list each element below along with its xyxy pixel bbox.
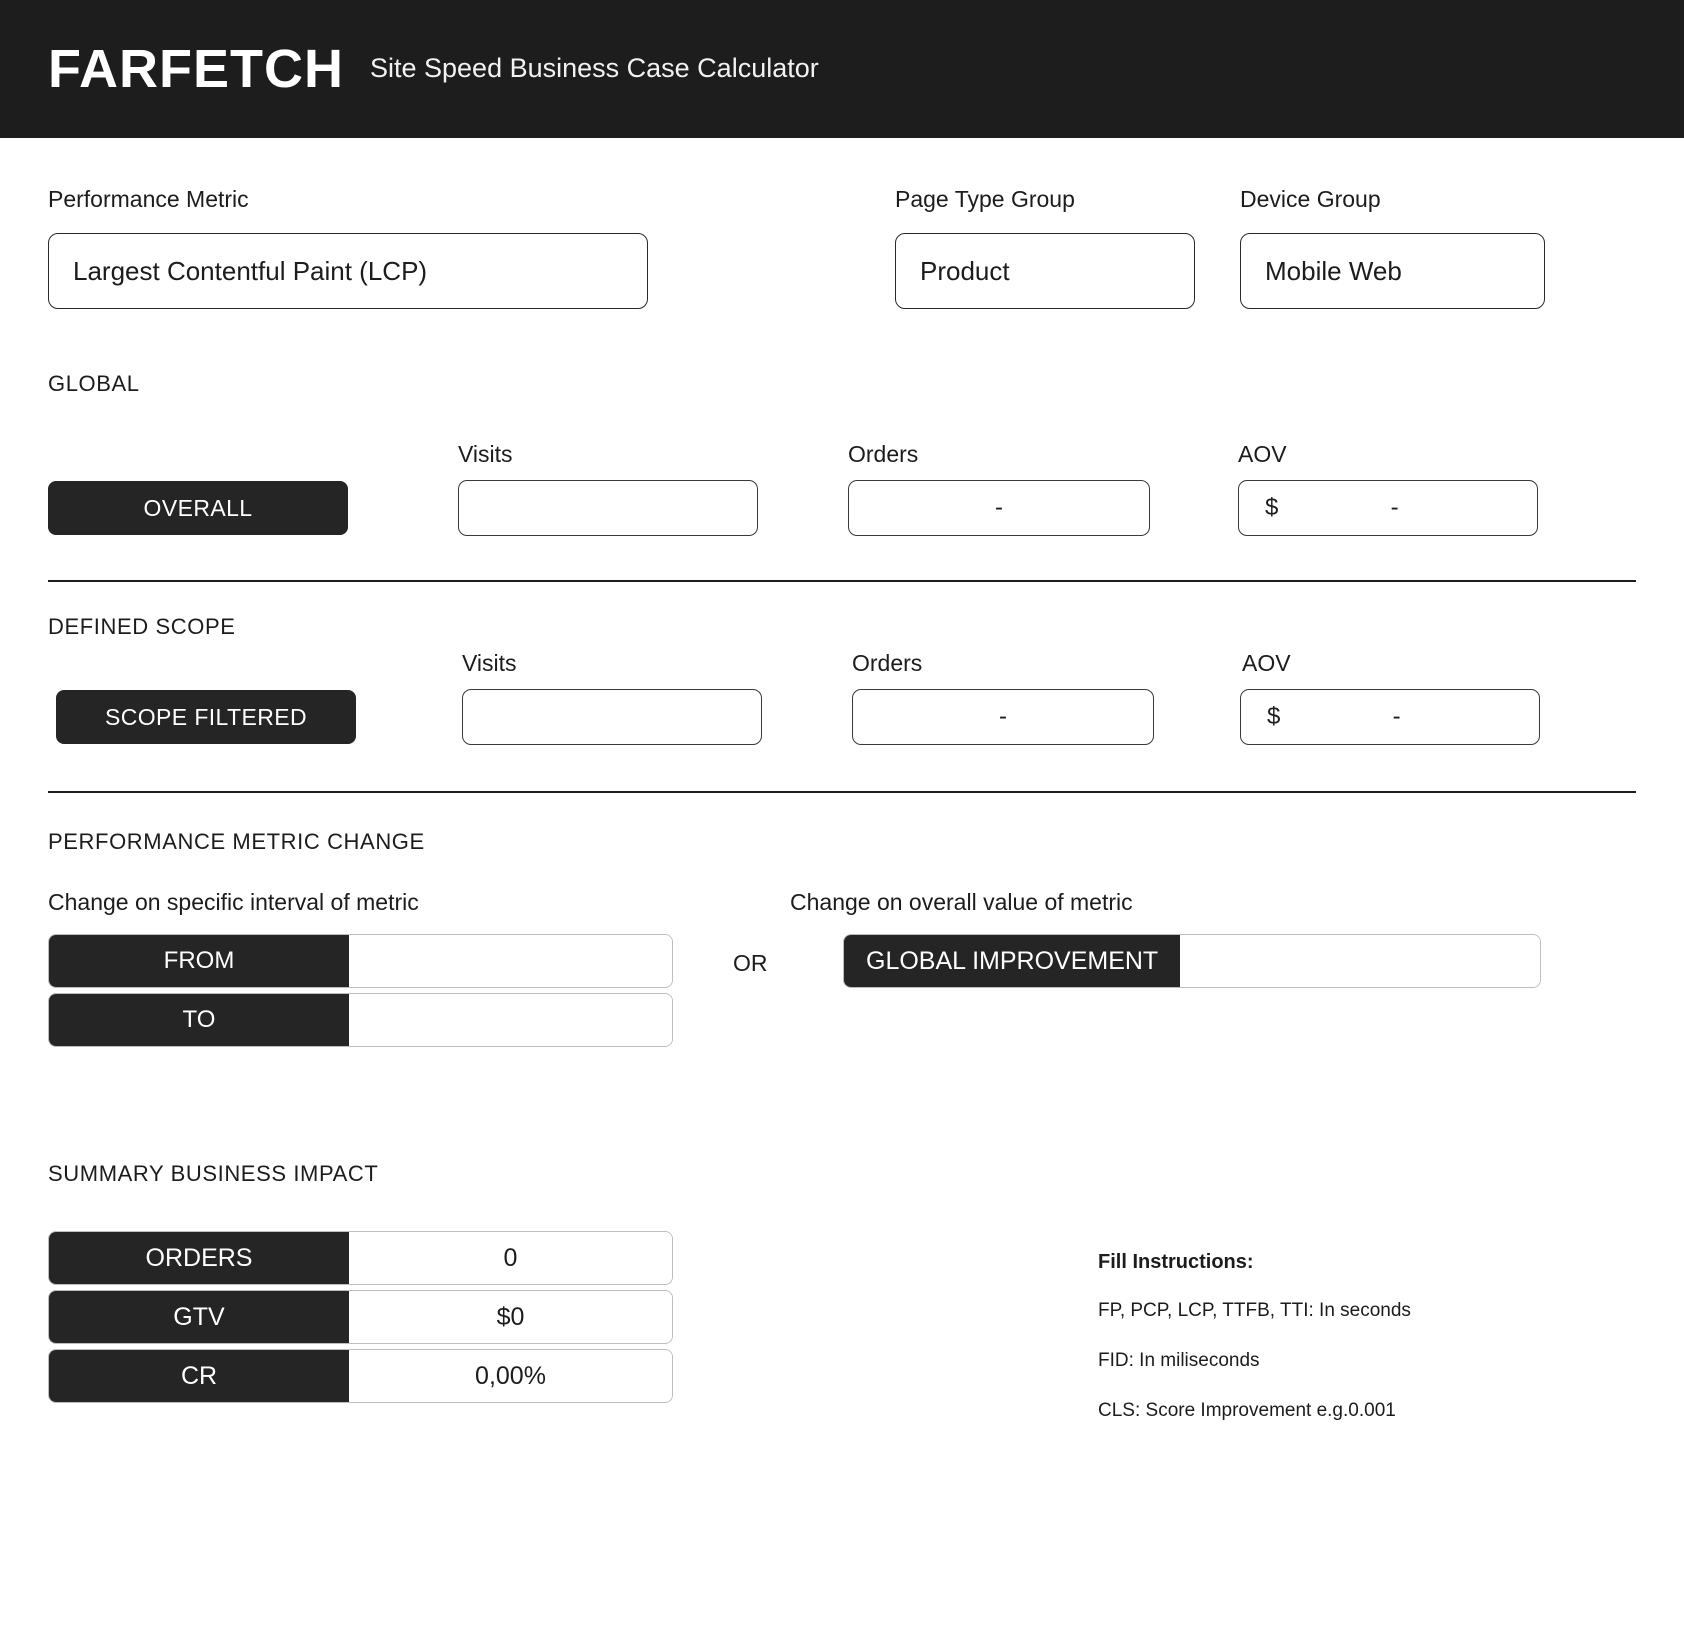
global-orders-input[interactable] xyxy=(848,480,1150,536)
scope-orders-input[interactable] xyxy=(852,689,1154,745)
global-aov-header: AOV xyxy=(1238,441,1287,467)
divider-global xyxy=(48,580,1636,582)
scope-visits-header: Visits xyxy=(462,650,517,676)
summary-cr-value: 0,00% xyxy=(349,1350,672,1402)
scope-filtered-row xyxy=(48,689,1636,745)
fill-instructions-line: CLS: Score Improvement e.g.0.001 xyxy=(1098,1400,1396,1421)
from-label: FROM xyxy=(49,935,349,987)
device-group-selector xyxy=(1240,186,1545,309)
summary-and-instructions xyxy=(48,1231,1636,1450)
performance-metric-field[interactable] xyxy=(48,233,648,309)
summary-gtv-label: GTV xyxy=(49,1291,349,1343)
spacer xyxy=(648,186,895,309)
device-group-value: Mobile Web xyxy=(1265,255,1402,286)
global-visits-input[interactable] xyxy=(458,480,758,536)
global-column-headers xyxy=(48,441,1636,468)
summary-section-title: SUMMARY BUSINESS IMPACT xyxy=(48,1161,379,1186)
global-overall-row xyxy=(48,480,1636,536)
summary-row xyxy=(48,1349,673,1403)
global-section-title: GLOBAL xyxy=(48,371,140,396)
summary-table xyxy=(48,1231,673,1403)
global-aov-currency-prefix: $ xyxy=(1265,494,1279,521)
selector-row xyxy=(48,186,1636,309)
divider-scope xyxy=(48,791,1636,793)
interval-inputs xyxy=(48,934,673,1047)
scope-visits-input[interactable] xyxy=(462,689,762,745)
summary-row xyxy=(48,1290,673,1344)
fill-instructions-heading: Fill Instructions: xyxy=(1098,1251,1254,1273)
app-header xyxy=(0,0,1684,138)
global-orders-value: - xyxy=(995,494,1003,521)
to-field[interactable] xyxy=(48,993,673,1047)
to-label: TO xyxy=(49,994,349,1046)
performance-metric-label: Performance Metric xyxy=(48,186,249,212)
scope-section-title: DEFINED SCOPE xyxy=(48,614,236,639)
scope-aov-value: - xyxy=(1392,703,1401,730)
global-aov-value: - xyxy=(1390,494,1399,521)
overall-change-label: Change on overall value of metric xyxy=(790,889,1133,915)
global-aov-input[interactable] xyxy=(1238,480,1538,536)
app-subtitle: Site Speed Business Case Calculator xyxy=(369,52,819,83)
performance-metric-value: Largest Contentful Paint (LCP) xyxy=(73,255,428,286)
spacer xyxy=(1195,186,1240,309)
summary-cr-label: CR xyxy=(49,1350,349,1402)
global-improvement-label: GLOBAL IMPROVEMENT xyxy=(844,935,1180,987)
summary-gtv-value: $0 xyxy=(349,1291,672,1343)
page-type-group-label: Page Type Group xyxy=(895,186,1075,212)
metric-change-sublabels xyxy=(48,889,1636,916)
brand-logo: FARFETCH xyxy=(48,39,344,99)
summary-orders-value: 0 xyxy=(349,1232,672,1284)
device-group-label: Device Group xyxy=(1240,186,1381,212)
global-overall-pill: OVERALL xyxy=(48,481,348,535)
page-type-group-field[interactable] xyxy=(895,233,1195,309)
global-improvement-field[interactable] xyxy=(843,934,1541,988)
page-type-group-selector xyxy=(895,186,1195,309)
scope-aov-header: AOV xyxy=(1242,650,1291,676)
page-type-group-value: Product xyxy=(920,255,1010,286)
or-separator-label: OR xyxy=(733,950,768,976)
device-group-field[interactable] xyxy=(1240,233,1545,309)
metric-change-controls xyxy=(48,934,1636,1047)
scope-column-headers xyxy=(48,650,1636,677)
global-visits-header: Visits xyxy=(458,441,513,467)
to-value[interactable] xyxy=(349,994,672,1046)
scope-aov-currency-prefix: $ xyxy=(1267,703,1281,730)
global-improvement-value[interactable] xyxy=(1180,935,1540,987)
metric-change-title: PERFORMANCE METRIC CHANGE xyxy=(48,829,425,854)
scope-aov-input[interactable] xyxy=(1240,689,1540,745)
summary-orders-label: ORDERS xyxy=(49,1232,349,1284)
scope-orders-header: Orders xyxy=(852,650,923,676)
interval-change-label: Change on specific interval of metric xyxy=(48,889,419,915)
scope-orders-value: - xyxy=(999,703,1007,730)
scope-filtered-pill: SCOPE FILTERED xyxy=(56,690,356,744)
performance-metric-selector xyxy=(48,186,648,309)
page-body xyxy=(0,186,1684,1450)
fill-instructions xyxy=(1098,1251,1518,1450)
fill-instructions-line: FP, PCP, LCP, TTFB, TTI: In seconds xyxy=(1098,1300,1411,1321)
from-value[interactable] xyxy=(349,935,672,987)
fill-instructions-line: FID: In miliseconds xyxy=(1098,1350,1260,1371)
global-orders-header: Orders xyxy=(848,441,919,467)
summary-row xyxy=(48,1231,673,1285)
from-field[interactable] xyxy=(48,934,673,988)
